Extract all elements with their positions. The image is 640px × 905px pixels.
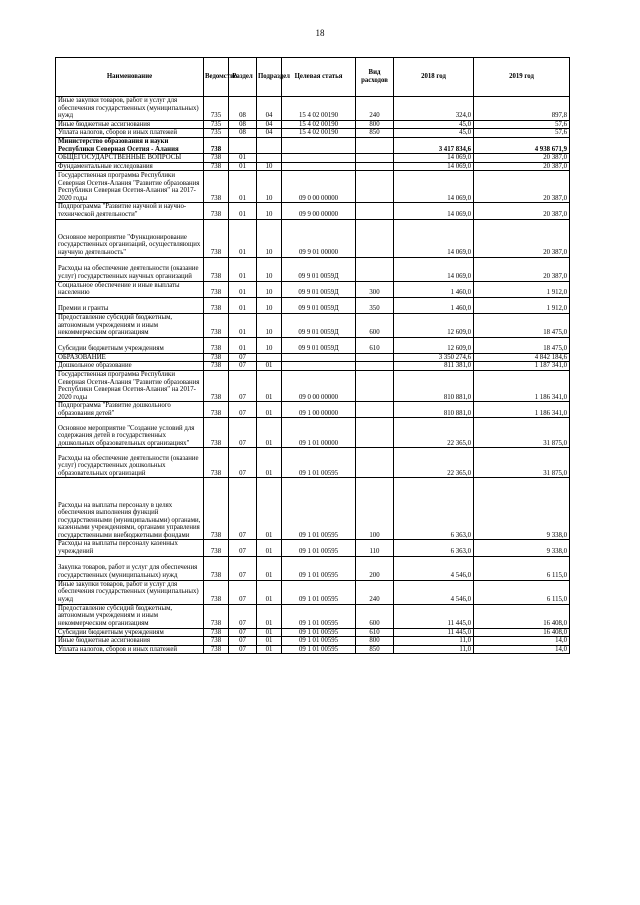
row-department: 738 (204, 257, 229, 281)
row-name: Расходы на обеспечение деятельности (оказание услуг) государственных научных организаций (56, 257, 204, 281)
table-row (56, 203, 570, 219)
row-subsection: 04 (257, 97, 282, 121)
row-expense-type (356, 353, 394, 362)
row-2018: 324,0 (394, 97, 474, 121)
row-name: Субсидии бюджетным учреждениям (56, 628, 204, 637)
row-2018: 11,0 (394, 637, 474, 646)
row-department: 738 (204, 448, 229, 478)
row-2019: 9 338,0 (474, 540, 570, 556)
row-subsection: 01 (257, 362, 282, 371)
row-subsection: 01 (257, 418, 282, 448)
table-row (56, 637, 570, 646)
row-2019: 14,0 (474, 637, 570, 646)
row-name: Иные бюджетные ассигнования (56, 120, 204, 129)
table-row (56, 645, 570, 654)
row-section: 07 (229, 604, 257, 628)
row-section: 01 (229, 297, 257, 313)
table-row (56, 337, 570, 353)
table-row (56, 162, 570, 171)
table-row (56, 120, 570, 129)
row-2018: 811 381,0 (394, 362, 474, 371)
row-2019: 57,6 (474, 120, 570, 129)
row-section: 07 (229, 402, 257, 418)
row-2019: 4 938 671,9 (474, 137, 570, 153)
row-target: 09 1 01 00595 (282, 637, 356, 646)
row-2019: 31 875,0 (474, 418, 570, 448)
header-section: Раздел (229, 58, 257, 97)
row-expense-type (356, 418, 394, 448)
row-2018: 12 609,0 (394, 313, 474, 337)
row-name: Основное мероприятие "Создание условий для содержания детей в государственных дошкольных образовательных организациях" (56, 418, 204, 448)
table-row (56, 154, 570, 163)
row-expense-type (356, 137, 394, 153)
row-target: 09 9 01 0059Д (282, 281, 356, 297)
row-2018: 1 460,0 (394, 297, 474, 313)
row-subsection: 10 (257, 281, 282, 297)
row-expense-type: 350 (356, 297, 394, 313)
row-department: 738 (204, 337, 229, 353)
table-row (56, 257, 570, 281)
row-name: Социальное обеспечение и иные выплаты населению (56, 281, 204, 297)
header-subsection: Подраздел (257, 58, 282, 97)
row-department: 738 (204, 370, 229, 401)
row-subsection: 10 (257, 162, 282, 171)
table-row (56, 418, 570, 448)
row-subsection: 10 (257, 337, 282, 353)
row-expense-type: 800 (356, 637, 394, 646)
row-name: Премии и гранты (56, 297, 204, 313)
row-2018: 4 546,0 (394, 580, 474, 604)
row-2019: 18 475,0 (474, 313, 570, 337)
row-target (282, 162, 356, 171)
row-section: 07 (229, 540, 257, 556)
row-name: Предоставление субсидий бюджетным, автономным учреждениям и иным некоммерческим организациям (56, 313, 204, 337)
row-subsection: 04 (257, 129, 282, 138)
table-row (56, 628, 570, 637)
row-expense-type (356, 162, 394, 171)
row-name: Министерство образования и науки Республики Северная Осетия - Алания (56, 137, 204, 153)
row-name: Иные закупки товаров, работ и услуг для обеспечения государственных (муниципальных) нужд (56, 580, 204, 604)
row-name: Закупка товаров, работ и услуг для обеспечения государственных (муниципальных) нужд (56, 556, 204, 580)
row-subsection: 01 (257, 448, 282, 478)
row-2019: 14,0 (474, 645, 570, 654)
row-target: 09 0 00 00000 (282, 370, 356, 401)
row-section: 07 (229, 556, 257, 580)
row-expense-type: 800 (356, 120, 394, 129)
row-name: Государственная программа Республики Северная Осетия-Алания "Развитие образования Республики Северная Осетия-Алания" на 2017-2020 годы (56, 171, 204, 203)
row-department: 738 (204, 645, 229, 654)
row-subsection (257, 154, 282, 163)
row-subsection: 10 (257, 313, 282, 337)
row-section (229, 137, 257, 153)
row-2018: 14 069,0 (394, 219, 474, 257)
row-2019: 57,6 (474, 129, 570, 138)
row-2018: 810 881,0 (394, 370, 474, 401)
row-department: 738 (204, 402, 229, 418)
row-expense-type (356, 219, 394, 257)
row-2018: 11 445,0 (394, 628, 474, 637)
header-target: Целевая статья (282, 58, 356, 97)
row-section: 07 (229, 353, 257, 362)
row-section: 07 (229, 628, 257, 637)
row-department: 738 (204, 604, 229, 628)
row-name: Расходы на выплаты персоналу в целях обеспечения выполнения функций государственными (муниципальными) органами, казенными учреждениями, органами управления государственными внебюджетными фондами (56, 478, 204, 540)
row-target (282, 154, 356, 163)
header-department: Ведомство (204, 58, 229, 97)
row-expense-type: 600 (356, 604, 394, 628)
row-name: Дошкольное образование (56, 362, 204, 371)
row-subsection: 01 (257, 370, 282, 401)
row-department: 738 (204, 628, 229, 637)
row-target: 09 1 01 00595 (282, 448, 356, 478)
table-row (56, 580, 570, 604)
row-section: 07 (229, 370, 257, 401)
row-name: Предоставление субсидий бюджетным, автономным учреждениям и иным некоммерческим организациям (56, 604, 204, 628)
row-expense-type: 110 (356, 540, 394, 556)
row-section: 01 (229, 219, 257, 257)
row-2019: 31 875,0 (474, 448, 570, 478)
row-name: ОБРАЗОВАНИЕ (56, 353, 204, 362)
row-subsection: 10 (257, 219, 282, 257)
row-2019: 16 408,0 (474, 604, 570, 628)
row-expense-type (356, 171, 394, 203)
row-target: 15 4 02 00190 (282, 97, 356, 121)
row-target: 09 9 01 0059Д (282, 257, 356, 281)
row-department: 738 (204, 171, 229, 203)
row-2018: 12 609,0 (394, 337, 474, 353)
row-name: Иные бюджетные ассигнования (56, 637, 204, 646)
row-2019: 20 387,0 (474, 171, 570, 203)
row-2018: 4 546,0 (394, 556, 474, 580)
row-name: Иные закупки товаров, работ и услуг для обеспечения государственных (муниципальных) нужд (56, 97, 204, 121)
row-department: 735 (204, 129, 229, 138)
row-2019: 4 842 184,6 (474, 353, 570, 362)
row-subsection (257, 353, 282, 362)
row-department: 738 (204, 637, 229, 646)
row-2018: 45,0 (394, 120, 474, 129)
row-department: 738 (204, 219, 229, 257)
row-department: 735 (204, 120, 229, 129)
row-2018: 22 365,0 (394, 418, 474, 448)
row-section: 07 (229, 362, 257, 371)
row-subsection: 01 (257, 628, 282, 637)
row-2019: 20 387,0 (474, 154, 570, 163)
row-2019: 9 338,0 (474, 478, 570, 540)
row-expense-type: 850 (356, 129, 394, 138)
row-target: 09 0 00 00000 (282, 171, 356, 203)
row-department: 738 (204, 556, 229, 580)
row-2018: 22 365,0 (394, 448, 474, 478)
row-section: 01 (229, 203, 257, 219)
row-target: 15 4 02 00190 (282, 120, 356, 129)
row-2019: 18 475,0 (474, 337, 570, 353)
row-target (282, 362, 356, 371)
table-row (56, 402, 570, 418)
row-2018: 14 069,0 (394, 171, 474, 203)
row-subsection: 01 (257, 556, 282, 580)
row-target: 09 1 01 00000 (282, 418, 356, 448)
row-department: 738 (204, 478, 229, 540)
row-name: Основное мероприятие "Функционирование государственных организаций, осуществляющих научную деятельность" (56, 219, 204, 257)
row-2019: 20 387,0 (474, 219, 570, 257)
row-2019: 6 115,0 (474, 556, 570, 580)
row-2019: 20 387,0 (474, 162, 570, 171)
row-target: 09 1 01 00595 (282, 478, 356, 540)
row-expense-type (356, 362, 394, 371)
row-department: 735 (204, 97, 229, 121)
budget-table (55, 57, 570, 654)
page-number: 18 (315, 28, 325, 38)
table-row (56, 362, 570, 371)
table-row (56, 129, 570, 138)
row-2019: 1 912,0 (474, 281, 570, 297)
row-department: 738 (204, 362, 229, 371)
table-row (56, 540, 570, 556)
row-section: 08 (229, 97, 257, 121)
row-section: 01 (229, 162, 257, 171)
table-row (56, 448, 570, 478)
row-subsection: 10 (257, 297, 282, 313)
row-2018: 6 363,0 (394, 540, 474, 556)
row-2018: 810 881,0 (394, 402, 474, 418)
row-name: Уплата налогов, сборов и иных платежей (56, 645, 204, 654)
row-subsection: 01 (257, 478, 282, 540)
row-expense-type: 240 (356, 580, 394, 604)
row-department: 738 (204, 154, 229, 163)
row-2019: 6 115,0 (474, 580, 570, 604)
row-2018: 14 069,0 (394, 203, 474, 219)
row-department: 738 (204, 580, 229, 604)
row-target: 09 1 01 00595 (282, 540, 356, 556)
row-expense-type (356, 257, 394, 281)
row-2019: 1 912,0 (474, 297, 570, 313)
row-expense-type: 610 (356, 337, 394, 353)
row-name: Расходы на выплаты персоналу казенных учреждений (56, 540, 204, 556)
header-2018: 2018 год (394, 58, 474, 97)
header-2019: 2019 год (474, 58, 570, 97)
row-name: Уплата налогов, сборов и иных платежей (56, 129, 204, 138)
row-subsection: 01 (257, 402, 282, 418)
row-expense-type (356, 448, 394, 478)
row-expense-type: 300 (356, 281, 394, 297)
row-subsection: 01 (257, 604, 282, 628)
table-row (56, 297, 570, 313)
row-name: Подпрограмма "Развитие научной и научно-технической деятельности" (56, 203, 204, 219)
row-expense-type (356, 402, 394, 418)
row-department: 738 (204, 353, 229, 362)
table-row (56, 370, 570, 401)
row-expense-type: 100 (356, 478, 394, 540)
row-section: 08 (229, 129, 257, 138)
row-expense-type (356, 154, 394, 163)
row-name: ОБЩЕГОСУДАРСТВЕННЫЕ ВОПРОСЫ (56, 154, 204, 163)
row-department: 738 (204, 418, 229, 448)
row-section: 07 (229, 637, 257, 646)
row-2019: 20 387,0 (474, 203, 570, 219)
row-subsection: 01 (257, 580, 282, 604)
row-department: 738 (204, 137, 229, 153)
row-section: 07 (229, 645, 257, 654)
table-row (56, 353, 570, 362)
table-row (56, 556, 570, 580)
row-2018: 3 417 834,6 (394, 137, 474, 153)
row-name: Государственная программа Республики Северная Осетия-Алания "Развитие образования Республики Северная Осетия-Алания" на 2017-2020 годы (56, 370, 204, 401)
row-subsection: 04 (257, 120, 282, 129)
row-expense-type: 600 (356, 313, 394, 337)
row-subsection: 01 (257, 540, 282, 556)
row-2018: 14 069,0 (394, 154, 474, 163)
row-department: 738 (204, 162, 229, 171)
table-body (56, 97, 570, 654)
row-section: 07 (229, 448, 257, 478)
row-2019: 1 186 341,0 (474, 402, 570, 418)
row-target (282, 137, 356, 153)
row-target: 09 1 01 00595 (282, 580, 356, 604)
row-name: Расходы на обеспечение деятельности (оказание услуг) государственных дошкольных образовательных организаций (56, 448, 204, 478)
row-expense-type: 610 (356, 628, 394, 637)
row-expense-type: 850 (356, 645, 394, 654)
row-subsection: 10 (257, 171, 282, 203)
table-row (56, 478, 570, 540)
row-department: 738 (204, 313, 229, 337)
row-target: 09 9 01 00000 (282, 219, 356, 257)
row-2019: 20 387,0 (474, 257, 570, 281)
table-row (56, 313, 570, 337)
row-2018: 45,0 (394, 129, 474, 138)
header-expense-type: Вид расходов (356, 58, 394, 97)
row-2018: 14 069,0 (394, 162, 474, 171)
row-section: 07 (229, 580, 257, 604)
row-2018: 1 460,0 (394, 281, 474, 297)
row-2019: 1 186 341,0 (474, 370, 570, 401)
row-section: 08 (229, 120, 257, 129)
row-name: Подпрограмма "Развитие дошкольного образования детей" (56, 402, 204, 418)
row-expense-type: 200 (356, 556, 394, 580)
row-target: 09 9 01 0059Д (282, 313, 356, 337)
row-target (282, 353, 356, 362)
row-section: 01 (229, 313, 257, 337)
row-subsection (257, 137, 282, 153)
row-subsection: 10 (257, 203, 282, 219)
row-section: 01 (229, 281, 257, 297)
row-section: 07 (229, 418, 257, 448)
row-target: 09 1 01 00595 (282, 556, 356, 580)
row-target: 09 9 01 0059Д (282, 297, 356, 313)
row-expense-type (356, 203, 394, 219)
row-target: 09 1 01 00595 (282, 604, 356, 628)
header-name: Наименование (56, 58, 204, 97)
row-target: 09 9 01 0059Д (282, 337, 356, 353)
table-row (56, 137, 570, 153)
row-section: 01 (229, 171, 257, 203)
row-target: 09 1 01 00595 (282, 628, 356, 637)
row-target: 09 1 01 00595 (282, 645, 356, 654)
row-target: 15 4 02 00190 (282, 129, 356, 138)
row-2018: 11 445,0 (394, 604, 474, 628)
row-2019: 897,8 (474, 97, 570, 121)
row-subsection: 10 (257, 257, 282, 281)
row-target: 09 9 00 00000 (282, 203, 356, 219)
row-department: 738 (204, 203, 229, 219)
row-department: 738 (204, 297, 229, 313)
row-department: 738 (204, 540, 229, 556)
row-name: Субсидии бюджетным учреждениям (56, 337, 204, 353)
row-expense-type: 240 (356, 97, 394, 121)
row-section: 01 (229, 154, 257, 163)
table-row (56, 97, 570, 121)
row-section: 07 (229, 478, 257, 540)
row-2019: 1 187 341,0 (474, 362, 570, 371)
row-2019: 16 408,0 (474, 628, 570, 637)
table-row (56, 604, 570, 628)
row-subsection: 01 (257, 645, 282, 654)
row-name: Фундаментальные исследования (56, 162, 204, 171)
table-row (56, 281, 570, 297)
row-section: 01 (229, 337, 257, 353)
row-subsection: 01 (257, 637, 282, 646)
table-row (56, 171, 570, 203)
header-row (56, 58, 570, 97)
row-2018: 11,0 (394, 645, 474, 654)
row-section: 01 (229, 257, 257, 281)
row-2018: 6 363,0 (394, 478, 474, 540)
row-2018: 14 069,0 (394, 257, 474, 281)
table-row (56, 219, 570, 257)
row-target: 09 1 00 00000 (282, 402, 356, 418)
row-department: 738 (204, 281, 229, 297)
row-2018: 3 350 274,6 (394, 353, 474, 362)
row-expense-type (356, 370, 394, 401)
